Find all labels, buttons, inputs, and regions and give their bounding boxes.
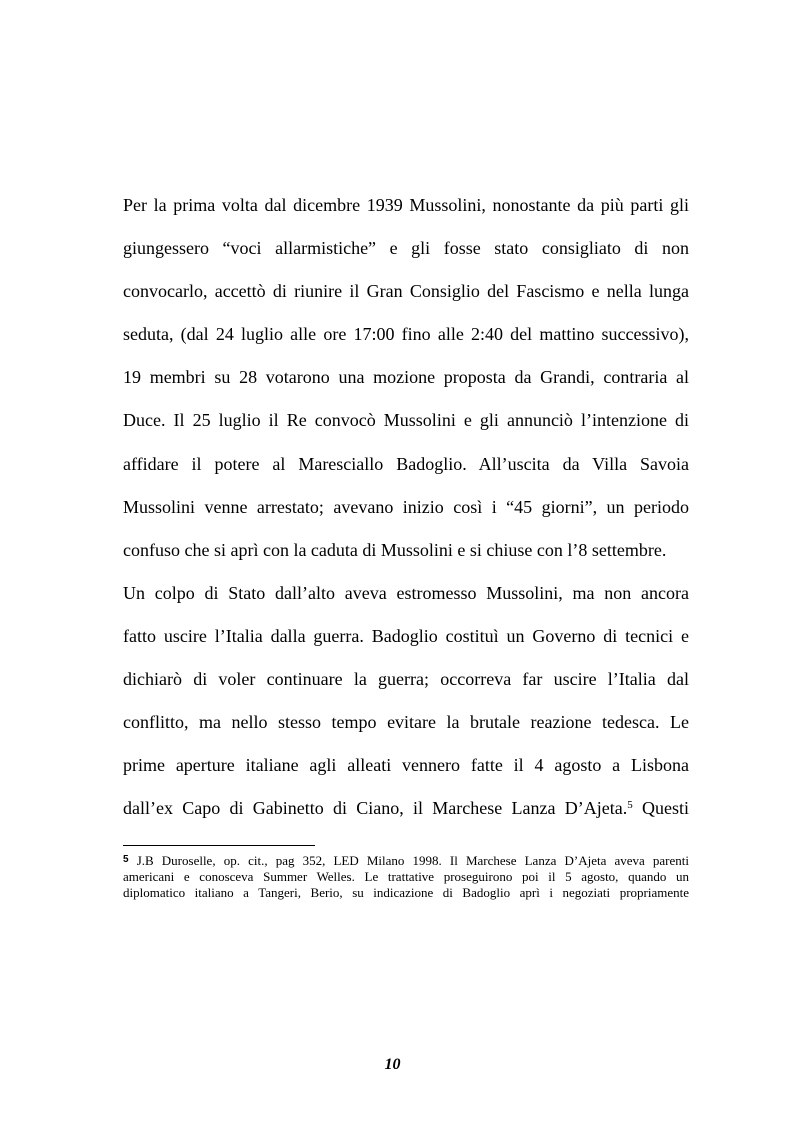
footnote-separator <box>123 845 315 846</box>
footnote-text: J.B Duroselle, op. cit., pag 352, LED Milano 1998. Il Marchese Lanza D’Ajeta aveva parenti <box>136 853 689 868</box>
body-line: seduta, (dal 24 luglio alle ore 17:00 fino alle 2:40 del mattino successivo), <box>123 324 689 345</box>
body-text <box>123 184 689 830</box>
page-number: 10 <box>384 1056 401 1073</box>
body-line: Per la prima volta dal dicembre 1939 Mussolini, nonostante da più parti gli <box>123 195 689 215</box>
footnote-reference[interactable]: 5 <box>627 799 633 812</box>
body-line: fatto uscire l’Italia dalla guerra. Badoglio costituì un Governo di tecnici e <box>123 625 689 646</box>
body-line: prime aperture italiane agli alleati vennero fatte il 4 agosto a Lisbona <box>123 755 689 776</box>
footnote-line <box>123 853 689 869</box>
footnote-mark: 5 <box>123 854 129 865</box>
footnote-line: americani e conosceva Summer Welles. Le trattative proseguirono poi il 5 agosto, quando un <box>123 869 689 884</box>
body-line: confuso che si aprì con la caduta di Mussolini e si chiuse con l’8 settembre. <box>123 539 667 560</box>
body-line: Mussolini venne arrestato; avevano inizio così i “45 giorni”, un periodo <box>123 496 689 517</box>
body-line: dichiarò di voler continuare la guerra; occorreva far uscire l’Italia dal <box>123 669 689 690</box>
body-line: giungessero “voci allarmistiche” e gli fosse stato consigliato di non <box>123 238 689 259</box>
body-line-with-footnote-ref <box>123 787 689 830</box>
body-line: conflitto, ma nello stesso tempo evitare la brutale reazione tedesca. Le <box>123 712 689 733</box>
body-line-text: dall’ex Capo di Gabinetto di Ciano, il Marchese Lanza D’Ajeta. <box>123 798 628 819</box>
body-line: Un colpo di Stato dall’alto aveva estromesso Mussolini, ma non ancora <box>123 582 689 603</box>
body-line: Duce. Il 25 luglio il Re convocò Mussolini e gli annunciò l’intenzione di <box>123 410 689 431</box>
body-line-text: Questi <box>642 798 689 819</box>
body-line: convocarlo, accettò di riunire il Gran Consiglio del Fascismo e nella lunga <box>123 281 689 302</box>
footnote <box>123 853 689 901</box>
footnote-line: diplomatico italiano a Tangeri, Berio, su indicazione di Badoglio aprì i negoziati propriamente <box>123 885 689 900</box>
body-line: affidare il potere al Maresciallo Badoglio. All’uscita da Villa Savoia <box>123 453 689 474</box>
body-line: 19 membri su 28 votarono una mozione proposta da Grandi, contraria al <box>123 367 689 388</box>
